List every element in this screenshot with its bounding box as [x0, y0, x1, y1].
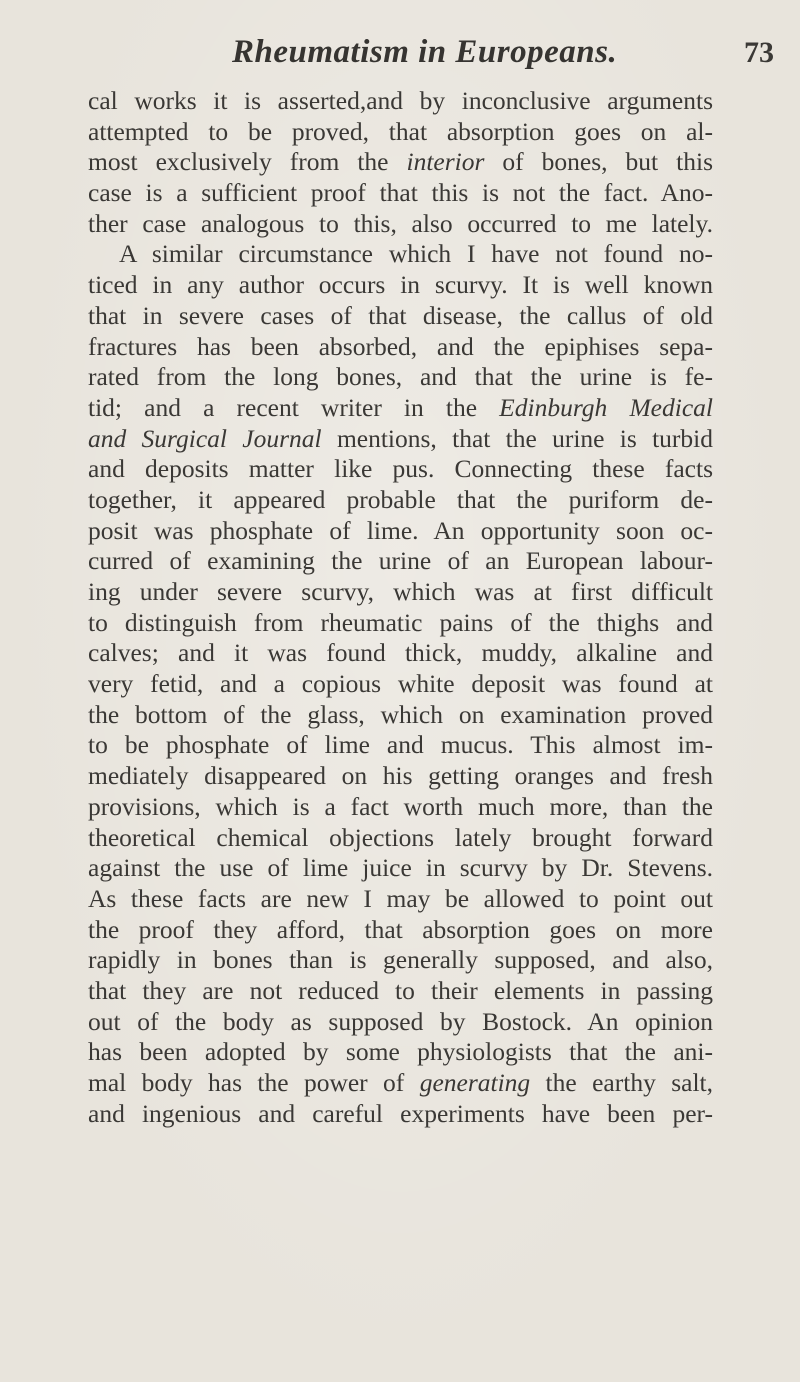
text-line: provisions, which is a fact worth much more, than the	[88, 791, 713, 821]
text-line: the bottom of the glass, which on examination proved	[88, 699, 713, 729]
text-line: has been adopted by some physiologists that the ani-	[88, 1037, 713, 1067]
text-line: and deposits matter like pus. Connecting these facts	[88, 454, 713, 484]
text-line: theoretical chemical objections lately brought forward	[88, 822, 713, 852]
text-line: fractures has been absorbed, and the epiphises sepa-	[88, 331, 713, 361]
page-header	[0, 30, 800, 80]
text-line: ticed in any author occurs in scurvy. It is well known	[88, 270, 713, 300]
text-line: A similar circumstance which I have not found no-	[119, 239, 713, 269]
text-line: tid; and a recent writer in the Edinburgh Medical	[88, 392, 713, 422]
text-line: together, it appeared probable that the puriform de-	[88, 484, 713, 514]
text-line: that they are not reduced to their elements in passing	[88, 975, 713, 1005]
running-title: Rheumatism in Europeans.	[232, 34, 618, 70]
text-line: out of the body as supposed by Bostock. An opinion	[88, 1006, 713, 1036]
text-line: very fetid, and a copious white deposit was found at	[88, 669, 713, 699]
text-line: cal works it is asserted,and by inconclusive arguments	[88, 86, 713, 115]
text-line: the proof they afford, that absorption goes on more	[88, 914, 713, 944]
text-line: calves; and it was found thick, muddy, alkaline and	[88, 638, 713, 668]
text-line: against the use of lime juice in scurvy by Dr. Stevens.	[88, 853, 713, 883]
text-line: attempted to be proved, that absorption goes on al-	[88, 116, 713, 146]
text-line: rated from the long bones, and that the urine is fe-	[88, 362, 713, 392]
page-number: 73	[744, 36, 774, 69]
text-line: ing under severe scurvy, which was at first difficult	[88, 577, 713, 606]
text-line: posit was phosphate of lime. An opportunity soon oc-	[88, 515, 713, 545]
text-line: curred of examining the urine of an European labour-	[88, 546, 713, 576]
text-line: As these facts are new I may be allowed to point out	[88, 883, 713, 913]
text-line: mal body has the power of generating the earthy salt,	[88, 1068, 713, 1097]
text-line: ther case analogous to this, also occurred to me lately.	[88, 208, 713, 238]
text-line: rapidly in bones than is generally supposed, and also,	[88, 945, 713, 975]
text-line: most exclusively from the interior of bones, but this	[88, 147, 713, 177]
text-line: to be phosphate of lime and mucus. This almost im-	[88, 730, 713, 760]
text-line: that in severe cases of that disease, the callus of old	[88, 300, 713, 330]
text-line: and Surgical Journal mentions, that the urine is turbid	[88, 423, 713, 453]
text-line: to distinguish from rheumatic pains of the thighs and	[88, 607, 713, 637]
text-line: mediately disappeared on his getting oranges and fresh	[88, 761, 713, 791]
text-line: case is a sufficient proof that this is not the fact. Ano-	[88, 178, 713, 208]
text-line: and ingenious and careful experiments have been per-	[88, 1098, 713, 1128]
body-text	[88, 86, 713, 1129]
